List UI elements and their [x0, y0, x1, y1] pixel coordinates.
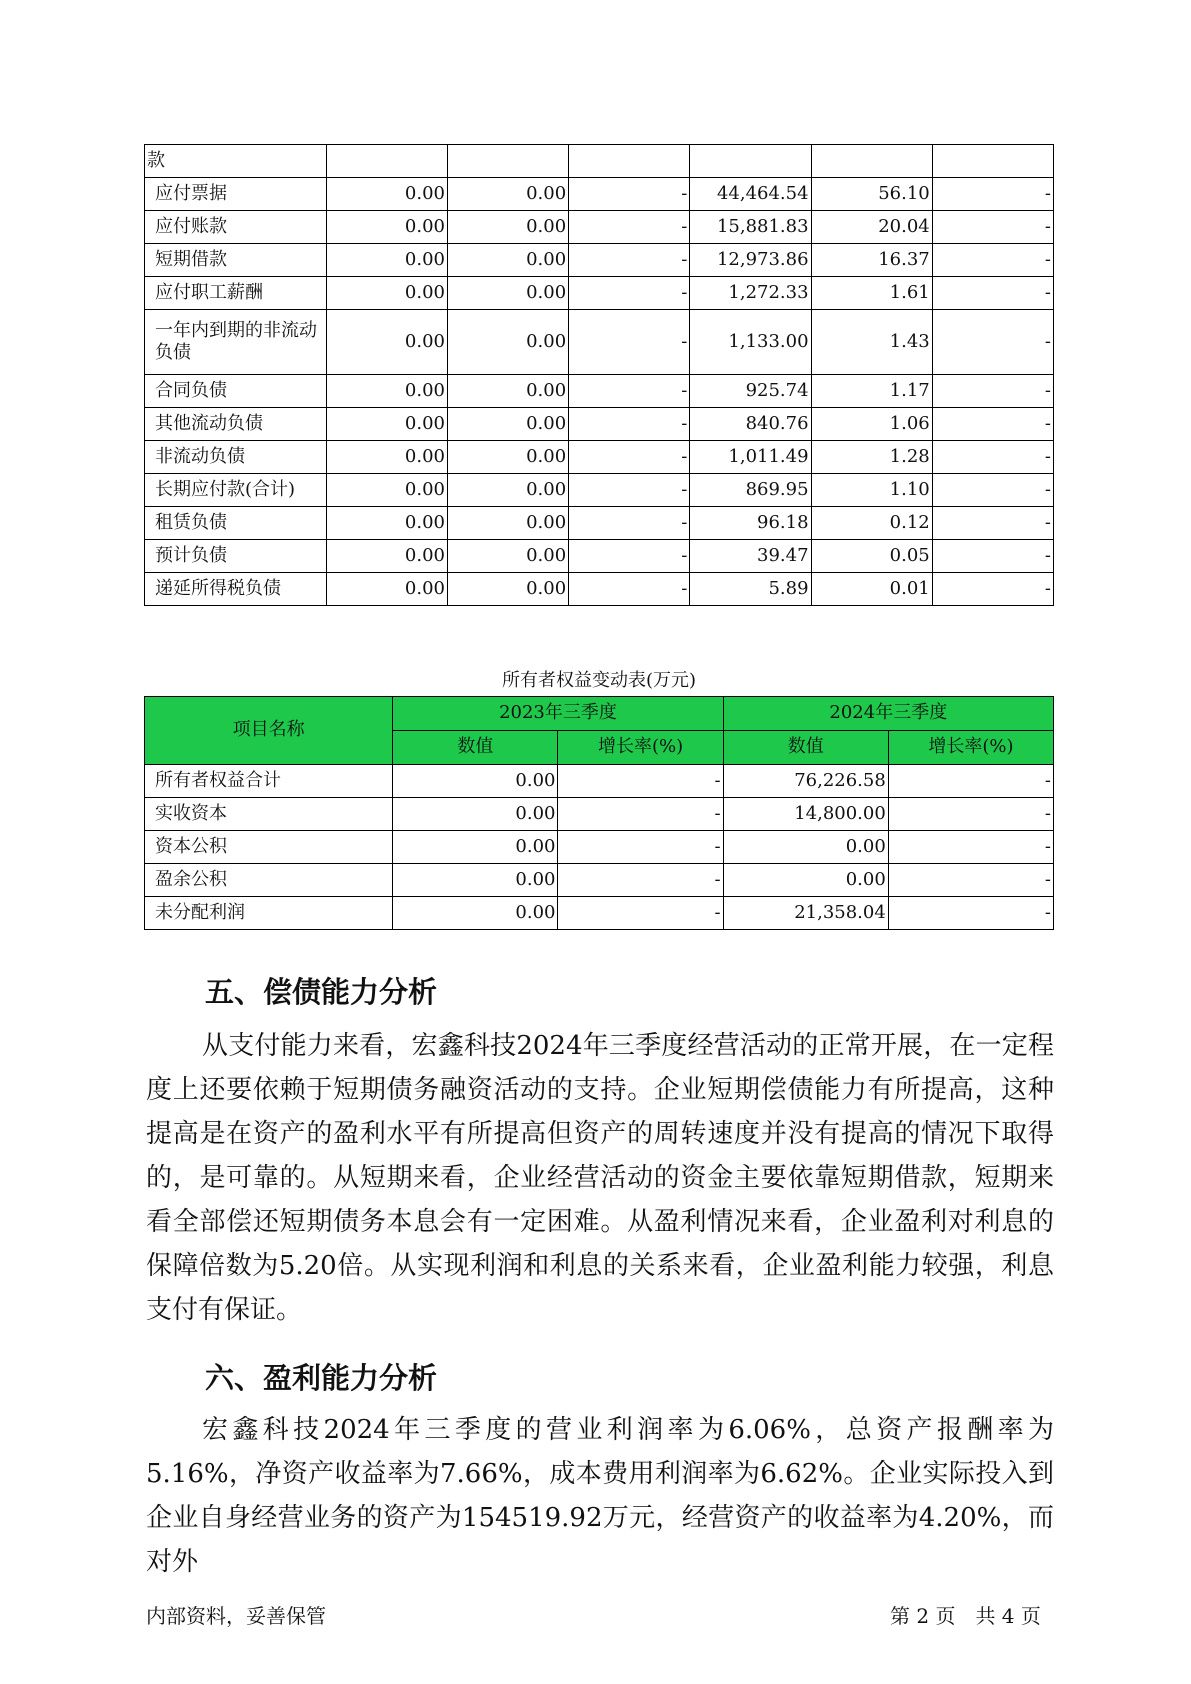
cell-value-2023: 0.00 [326, 474, 447, 507]
cell-growth-2024: - [932, 178, 1053, 211]
cell-value-2024: 44,464.54 [690, 178, 811, 211]
footer-page-number: 第 2 页 共 4 页 [890, 1604, 1041, 1628]
cell-growth-2023: - [558, 897, 723, 930]
cell-row-name: 资本公积 [145, 831, 393, 864]
cell-value-2023 [326, 145, 447, 178]
cell-growth-2023: - [558, 798, 723, 831]
cell-growth-2023: - [569, 244, 690, 277]
footer-confidential-note: 内部资料，妥善保管 [146, 1604, 326, 1628]
cell-growth-2024 [932, 145, 1053, 178]
section5-paragraph: 从支付能力来看，宏鑫科技2024年三季度经营活动的正常开展，在一定程度上还要依赖于短期债务融资活动的支持。企业短期偿债能力有所提高，这种提高是在资产的盈利水平有所提高但资产的周转速度并没有提高的情况下取得的，是可靠的。从短期来看，企业经营活动的资金主要依靠短期借款，短期来看全部偿还短期债务本息会有一定困难。从盈利情况来看，企业盈利对利息的保障倍数为5.20倍。从实现利润和利息的关系来看，企业盈利能力较强，利息支付有保证。 [146, 1031, 1054, 1325]
cell-growth-2024: - [888, 897, 1053, 930]
cell-growth-2023: - [558, 765, 723, 798]
header-growth-2023: 增长率(%) [558, 731, 723, 765]
cell-growth-2023: - [569, 310, 690, 375]
liabilities-table-body [145, 145, 1054, 606]
cell-value-2024: 0.00 [723, 864, 888, 897]
cell-value-2023: 0.00 [326, 540, 447, 573]
cell-growth-2023: - [569, 211, 690, 244]
cell-value-2023: 0.00 [393, 798, 558, 831]
cell-growth-2024: - [888, 864, 1053, 897]
header-value-2024: 数值 [723, 731, 888, 765]
table-row [145, 375, 1054, 408]
table-row [145, 178, 1054, 211]
cell-ratio-2023: 0.00 [447, 277, 568, 310]
cell-value-2024: 15,881.83 [690, 211, 811, 244]
header-growth-2024: 增长率(%) [888, 731, 1053, 765]
cell-ratio-2024: 1.43 [811, 310, 932, 375]
cell-row-name: 合同负债 [145, 375, 327, 408]
equity-table-caption: 所有者权益变动表(万元) [501, 670, 697, 691]
cell-growth-2024: - [888, 831, 1053, 864]
cell-growth-2023: - [569, 507, 690, 540]
cell-value-2024: 39.47 [690, 540, 811, 573]
table-row [145, 573, 1054, 606]
cell-value-2023: 0.00 [326, 277, 447, 310]
cell-value-2024: 925.74 [690, 375, 811, 408]
cell-ratio-2024: 1.10 [811, 474, 932, 507]
table-row [145, 864, 1054, 897]
cell-ratio-2023: 0.00 [447, 310, 568, 375]
cell-value-2024 [690, 145, 811, 178]
cell-growth-2023: - [558, 864, 723, 897]
cell-value-2024: 840.76 [690, 408, 811, 441]
cell-growth-2023 [569, 145, 690, 178]
cell-ratio-2023: 0.00 [447, 507, 568, 540]
cell-row-name: 应付职工薪酬 [145, 277, 327, 310]
cell-growth-2024: - [932, 507, 1053, 540]
cell-growth-2024: - [888, 765, 1053, 798]
cell-ratio-2024: 0.01 [811, 573, 932, 606]
cell-growth-2024: - [888, 798, 1053, 831]
cell-value-2023: 0.00 [393, 765, 558, 798]
table-row [145, 507, 1054, 540]
cell-growth-2024: - [932, 540, 1053, 573]
cell-row-name: 预计负债 [145, 540, 327, 573]
cell-ratio-2023: 0.00 [447, 540, 568, 573]
cell-growth-2024: - [932, 375, 1053, 408]
table-row [145, 244, 1054, 277]
cell-ratio-2024: 20.04 [811, 211, 932, 244]
cell-growth-2023: - [569, 375, 690, 408]
cell-growth-2023: - [569, 441, 690, 474]
cell-row-name: 短期借款 [145, 244, 327, 277]
cell-growth-2024: - [932, 474, 1053, 507]
equity-table-body [145, 765, 1054, 930]
table-row [145, 765, 1054, 798]
cell-row-name: 长期应付款(合计) [145, 474, 327, 507]
cell-value-2023: 0.00 [326, 408, 447, 441]
table-row [145, 474, 1054, 507]
liabilities-table [144, 144, 1054, 606]
cell-value-2024: 21,358.04 [723, 897, 888, 930]
cell-growth-2023: - [569, 474, 690, 507]
cell-growth-2024: - [932, 244, 1053, 277]
cell-growth-2024: - [932, 277, 1053, 310]
cell-ratio-2023: 0.00 [447, 178, 568, 211]
table-row [145, 145, 1054, 178]
cell-value-2024: 96.18 [690, 507, 811, 540]
table-row [145, 441, 1054, 474]
cell-value-2023: 0.00 [326, 244, 447, 277]
cell-row-name: 一年内到期的非流动负债 [145, 310, 327, 375]
cell-ratio-2024: 1.06 [811, 408, 932, 441]
cell-row-name: 其他流动负债 [145, 408, 327, 441]
table-row [145, 277, 1054, 310]
cell-ratio-2023 [447, 145, 568, 178]
cell-row-name: 递延所得税负债 [145, 573, 327, 606]
cell-row-name: 未分配利润 [145, 897, 393, 930]
equity-table-header [145, 697, 1054, 765]
cell-value-2024: 869.95 [690, 474, 811, 507]
cell-value-2024: 5.89 [690, 573, 811, 606]
cell-ratio-2023: 0.00 [447, 211, 568, 244]
table-row [145, 211, 1054, 244]
table-row [145, 408, 1054, 441]
table-row [145, 897, 1054, 930]
cell-growth-2024: - [932, 573, 1053, 606]
table-row [145, 831, 1054, 864]
cell-growth-2023: - [569, 178, 690, 211]
cell-growth-2023: - [569, 573, 690, 606]
cell-value-2023: 0.00 [326, 375, 447, 408]
cell-row-name: 款 [145, 145, 327, 178]
cell-growth-2023: - [569, 540, 690, 573]
cell-growth-2024: - [932, 408, 1053, 441]
cell-growth-2024: - [932, 441, 1053, 474]
cell-row-name: 实收资本 [145, 798, 393, 831]
cell-value-2023: 0.00 [393, 897, 558, 930]
cell-value-2024: 1,011.49 [690, 441, 811, 474]
cell-row-name: 租赁负债 [145, 507, 327, 540]
cell-value-2023: 0.00 [326, 507, 447, 540]
cell-value-2024: 12,973.86 [690, 244, 811, 277]
cell-ratio-2023: 0.00 [447, 408, 568, 441]
cell-growth-2024: - [932, 310, 1053, 375]
table-row [145, 310, 1054, 375]
cell-growth-2023: - [558, 831, 723, 864]
cell-value-2024: 14,800.00 [723, 798, 888, 831]
cell-ratio-2024: 1.17 [811, 375, 932, 408]
cell-ratio-2023: 0.00 [447, 441, 568, 474]
cell-ratio-2024: 1.28 [811, 441, 932, 474]
cell-value-2023: 0.00 [326, 573, 447, 606]
table-row [145, 798, 1054, 831]
cell-value-2024: 0.00 [723, 831, 888, 864]
cell-value-2023: 0.00 [326, 211, 447, 244]
cell-ratio-2024: 0.05 [811, 540, 932, 573]
cell-value-2023: 0.00 [393, 864, 558, 897]
cell-value-2023: 0.00 [326, 178, 447, 211]
cell-ratio-2023: 0.00 [447, 474, 568, 507]
cell-row-name: 所有者权益合计 [145, 765, 393, 798]
cell-value-2024: 1,272.33 [690, 277, 811, 310]
header-value-2023: 数值 [393, 731, 558, 765]
equity-table [144, 696, 1054, 930]
cell-row-name: 应付账款 [145, 211, 327, 244]
cell-ratio-2023: 0.00 [447, 573, 568, 606]
cell-row-name: 盈余公积 [145, 864, 393, 897]
cell-row-name: 非流动负债 [145, 441, 327, 474]
cell-ratio-2023: 0.00 [447, 244, 568, 277]
table-row [145, 540, 1054, 573]
cell-row-name: 应付票据 [145, 178, 327, 211]
header-item-name: 项目名称 [145, 697, 393, 765]
cell-growth-2023: - [569, 277, 690, 310]
cell-ratio-2024: 0.12 [811, 507, 932, 540]
cell-growth-2023: - [569, 408, 690, 441]
cell-value-2024: 1,133.00 [690, 310, 811, 375]
header-period-2023: 2023年三季度 [393, 697, 723, 731]
section5-title: 五、偿债能力分析 [205, 975, 438, 1009]
cell-ratio-2023: 0.00 [447, 375, 568, 408]
header-period-2024: 2024年三季度 [723, 697, 1053, 731]
section6-title: 六、盈利能力分析 [205, 1361, 438, 1395]
cell-growth-2024: - [932, 211, 1053, 244]
cell-ratio-2024: 16.37 [811, 244, 932, 277]
cell-value-2023: 0.00 [326, 310, 447, 375]
section6-paragraph: 宏鑫科技2024年三季度的营业利润率为6.06%，总资产报酬率为5.16%，净资产收益率为7.66%，成本费用利润率为6.62%。企业实际投入到企业自身经营业务的资产为154519.92万元，经营资产的收益率为4.20%，而对外 [146, 1415, 1054, 1577]
cell-ratio-2024: 56.10 [811, 178, 932, 211]
cell-ratio-2024: 1.61 [811, 277, 932, 310]
cell-value-2023: 0.00 [393, 831, 558, 864]
cell-value-2023: 0.00 [326, 441, 447, 474]
cell-value-2024: 76,226.58 [723, 765, 888, 798]
cell-ratio-2024 [811, 145, 932, 178]
